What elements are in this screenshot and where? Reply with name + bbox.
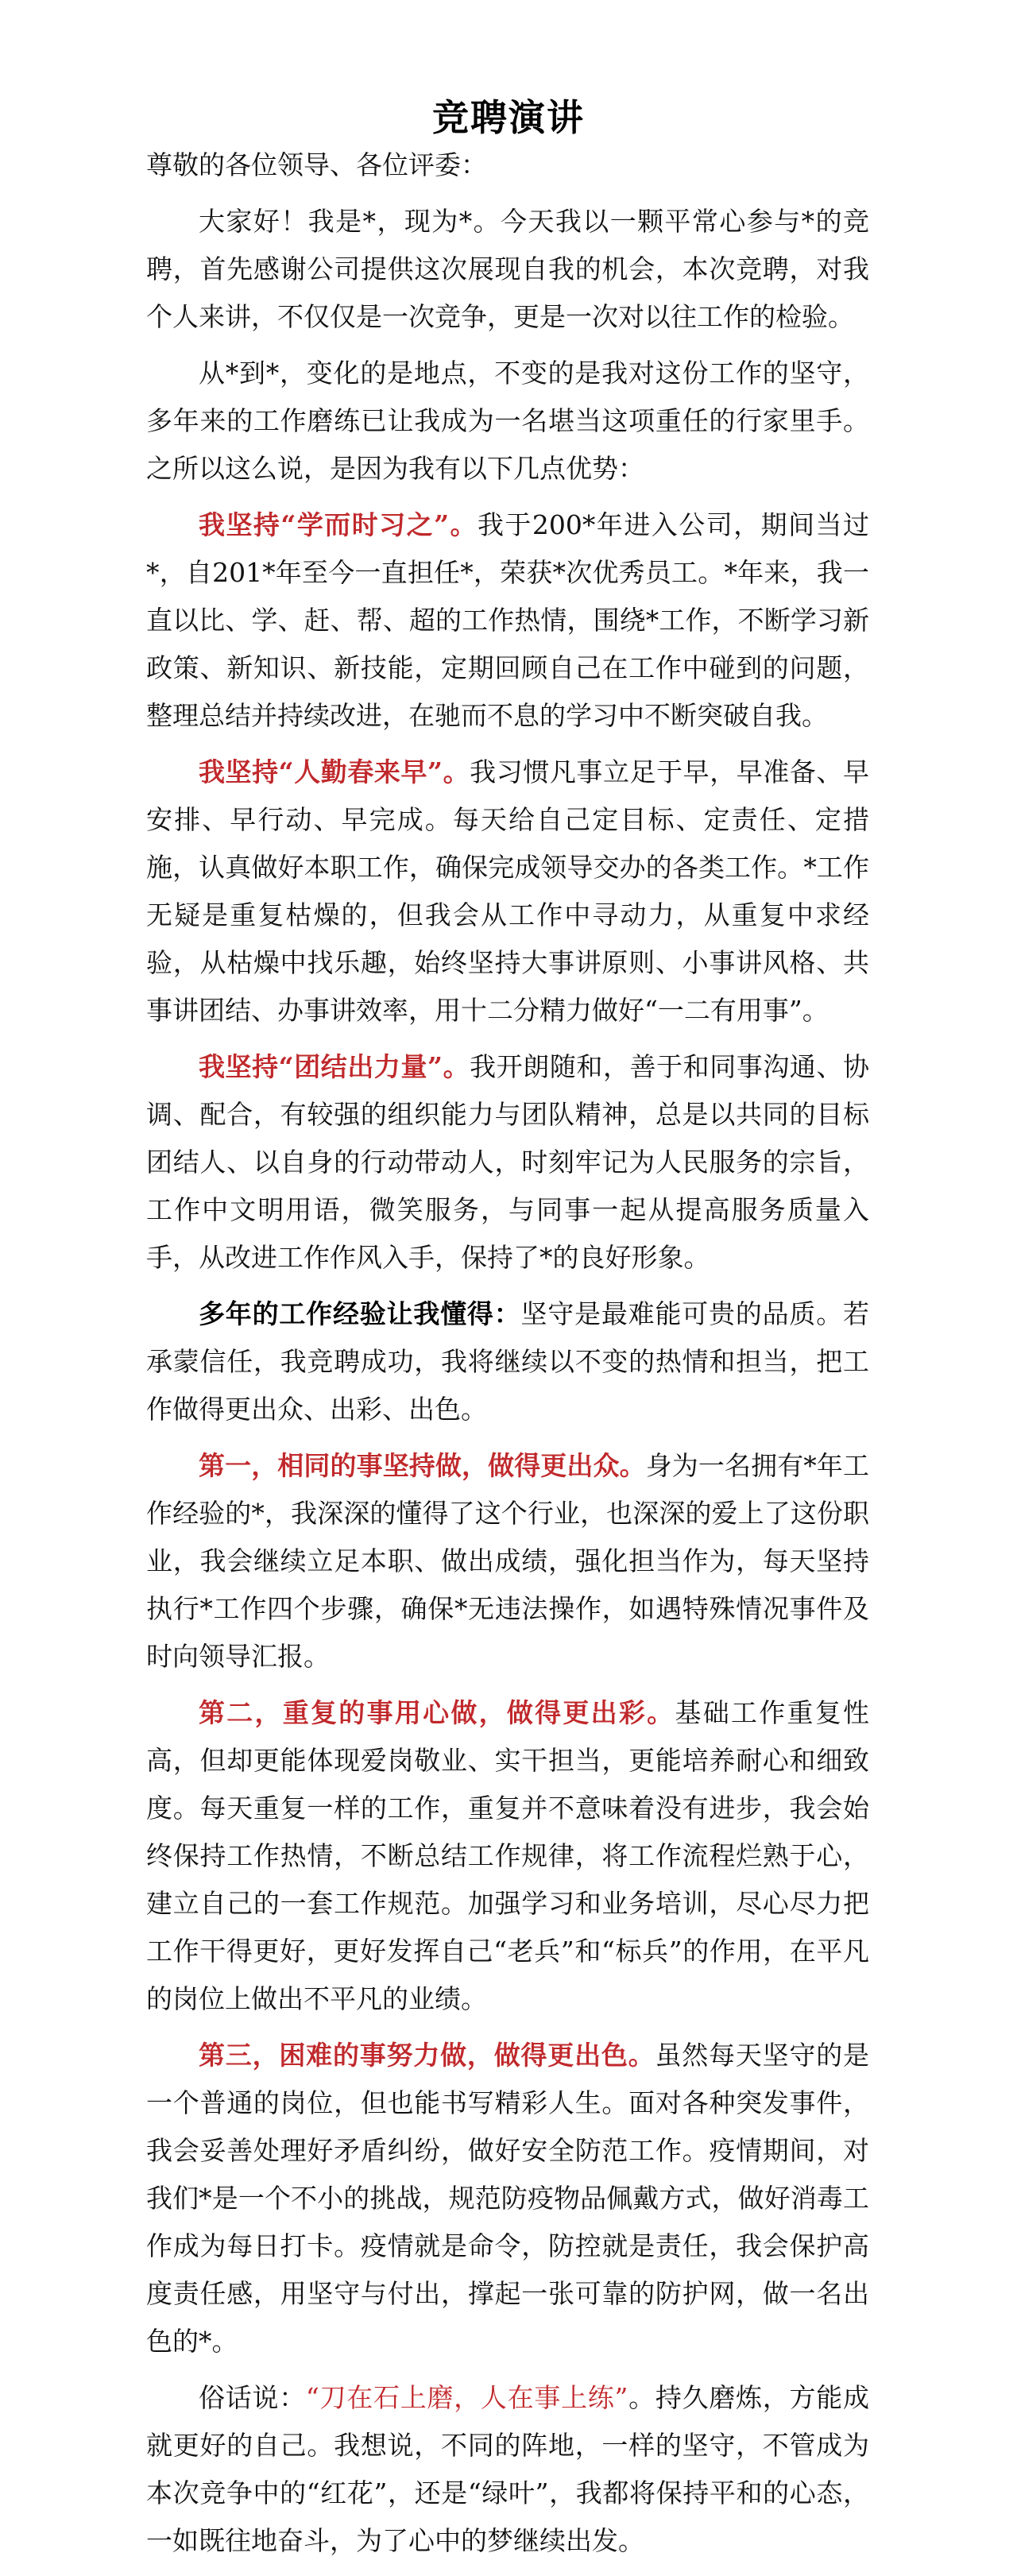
heading-learning: 我坚持“学而时习之”。 — [199, 509, 478, 540]
paragraph-intro: 大家好！我是*，现为*。今天我以一颗平常心参与*的竞聘，首先感谢公司提供这次展现自我的机会，本次竞聘，对我个人来讲，不仅仅是一次竞争，更是一次对以往工作的检验。 — [146, 206, 869, 332]
text-third: 虽然每天坚守的是一个普通的岗位，但也能书写精彩人生。面对各种突发事件，我会妥善处理好矛盾纠纷，做好安全防范工作。疫情期间，对我们*是一个不小的挑战，规范防疫物品佩戴方式，做好消毒工作成为每日打卡。疫情就是命令，防控就是责任，我会保护高度责任感，用坚守与付出，撑起一张可靠的防护网，做一名出色的*。 — [146, 2040, 870, 2357]
text-experience: 坚守是最难能可贵的品质。若承蒙信任，我竞聘成功，我将继续以不变的热情和担当，把工作做得更出众、出彩、出色。 — [146, 1298, 870, 1425]
heading-diligence: 我坚持“人勤春来早”。 — [199, 756, 470, 787]
heading-second: 第二，重复的事用心做，做得更出彩。 — [199, 1697, 675, 1728]
heading-first: 第一，相同的事坚持做，做得更出众。 — [199, 1450, 646, 1481]
paragraph-experience — [146, 1290, 869, 1433]
closing-text: 。持久磨炼，方能成就更好的自己。我想说，不同的阵地，一样的坚守，不管成为本次竞争中的“红花”，还是“绿叶”，我都将保持平和的心态，一如既往地奋斗，为了心中的梦继续出发。 — [146, 2382, 870, 2556]
closing-lead: 俗话说： — [199, 2382, 306, 2413]
heading-third: 第三，困难的事努力做，做得更出色。 — [199, 2040, 655, 2071]
text-diligence: 我习惯凡事立足于早，早准备、早安排、早行动、早完成。每天给自己定目标、定责任、定措施，认真做好本职工作，确保完成领导交办的各类工作。*工作无疑是重复枯燥的，但我会从工作中寻动力，从重复中求经验，从枯燥中找乐趣，始终坚持大事讲原则、小事讲风格、共事讲团结、办事讲效率，用十二分精力做好“一二有用事”。 — [146, 756, 869, 1026]
page-title: 竞聘演讲 — [432, 96, 585, 139]
paragraph-diligence — [146, 748, 869, 1035]
heading-experience: 多年的工作经验让我懂得： — [199, 1298, 521, 1329]
text-second: 基础工作重复性高，但却更能体现爱岗敬业、实干担当，更能培养耐心和细致度。每天重复一样的工作，重复并不意味着没有进步，我会始终保持工作热情，不断总结工作规律，将工作流程烂熟于心，建立自己的一套工作规范。加强学习和业务培训，尽心尽力把工作干得更好，更好发挥自己“老兵”和“标兵”的作用，在平凡的岗位上做出不平凡的业绩。 — [146, 1697, 870, 2014]
paragraph-second — [146, 1689, 869, 2023]
text-first: 身为一名拥有*年工作经验的*，我深深的懂得了这个行业，也深深的爱上了这份职业，我会继续立足本职、做出成绩，强化担当作为，每天坚持执行*工作四个步骤，确保*无违法操作，如遇特殊情况事件及时向领导汇报。 — [146, 1450, 870, 1672]
text-teamwork: 我开朗随和，善于和同事沟通、协调、配合，有较强的组织能力与团队精神，总是以共同的目标团结人、以自身的行动带动人，时刻牢记为人民服务的宗旨，工作中文明用语，微笑服务，与同事一起从提高服务质量入手，从改进工作作风入手，保持了*的良好形象。 — [146, 1051, 869, 1273]
text-learning: 我于200*年进入公司，期间当过*，自201*年至今一直担任*，荣获*次优秀员工。*年来，我一直以比、学、赶、帮、超的工作热情，围绕*工作，不断学习新政策、新知识、新技能，定期回顾自己在工作中碰到的问题，整理总结并持续改进，在驰而不息的学习中不断突破自我。 — [146, 509, 869, 731]
paragraph-advantages: 从*到*，变化的是地点，不变的是我对这份工作的坚守，多年来的工作磨练已让我成为一名堪当这项重任的行家里手。之所以这么说，是因为我有以下几点优势： — [146, 358, 869, 484]
speech-body — [146, 141, 869, 2574]
paragraph-closing — [146, 2374, 869, 2565]
closing-quote: “刀在石上磨，人在事上练” — [305, 2382, 628, 2413]
paragraph-learning — [146, 501, 869, 740]
salutation: 尊敬的各位领导、各位评委： — [146, 149, 487, 180]
paragraph-first — [146, 1442, 869, 1681]
paragraph-third — [146, 2032, 869, 2365]
paragraph-teamwork — [146, 1043, 869, 1282]
heading-teamwork: 我坚持“团结出力量”。 — [199, 1051, 470, 1082]
